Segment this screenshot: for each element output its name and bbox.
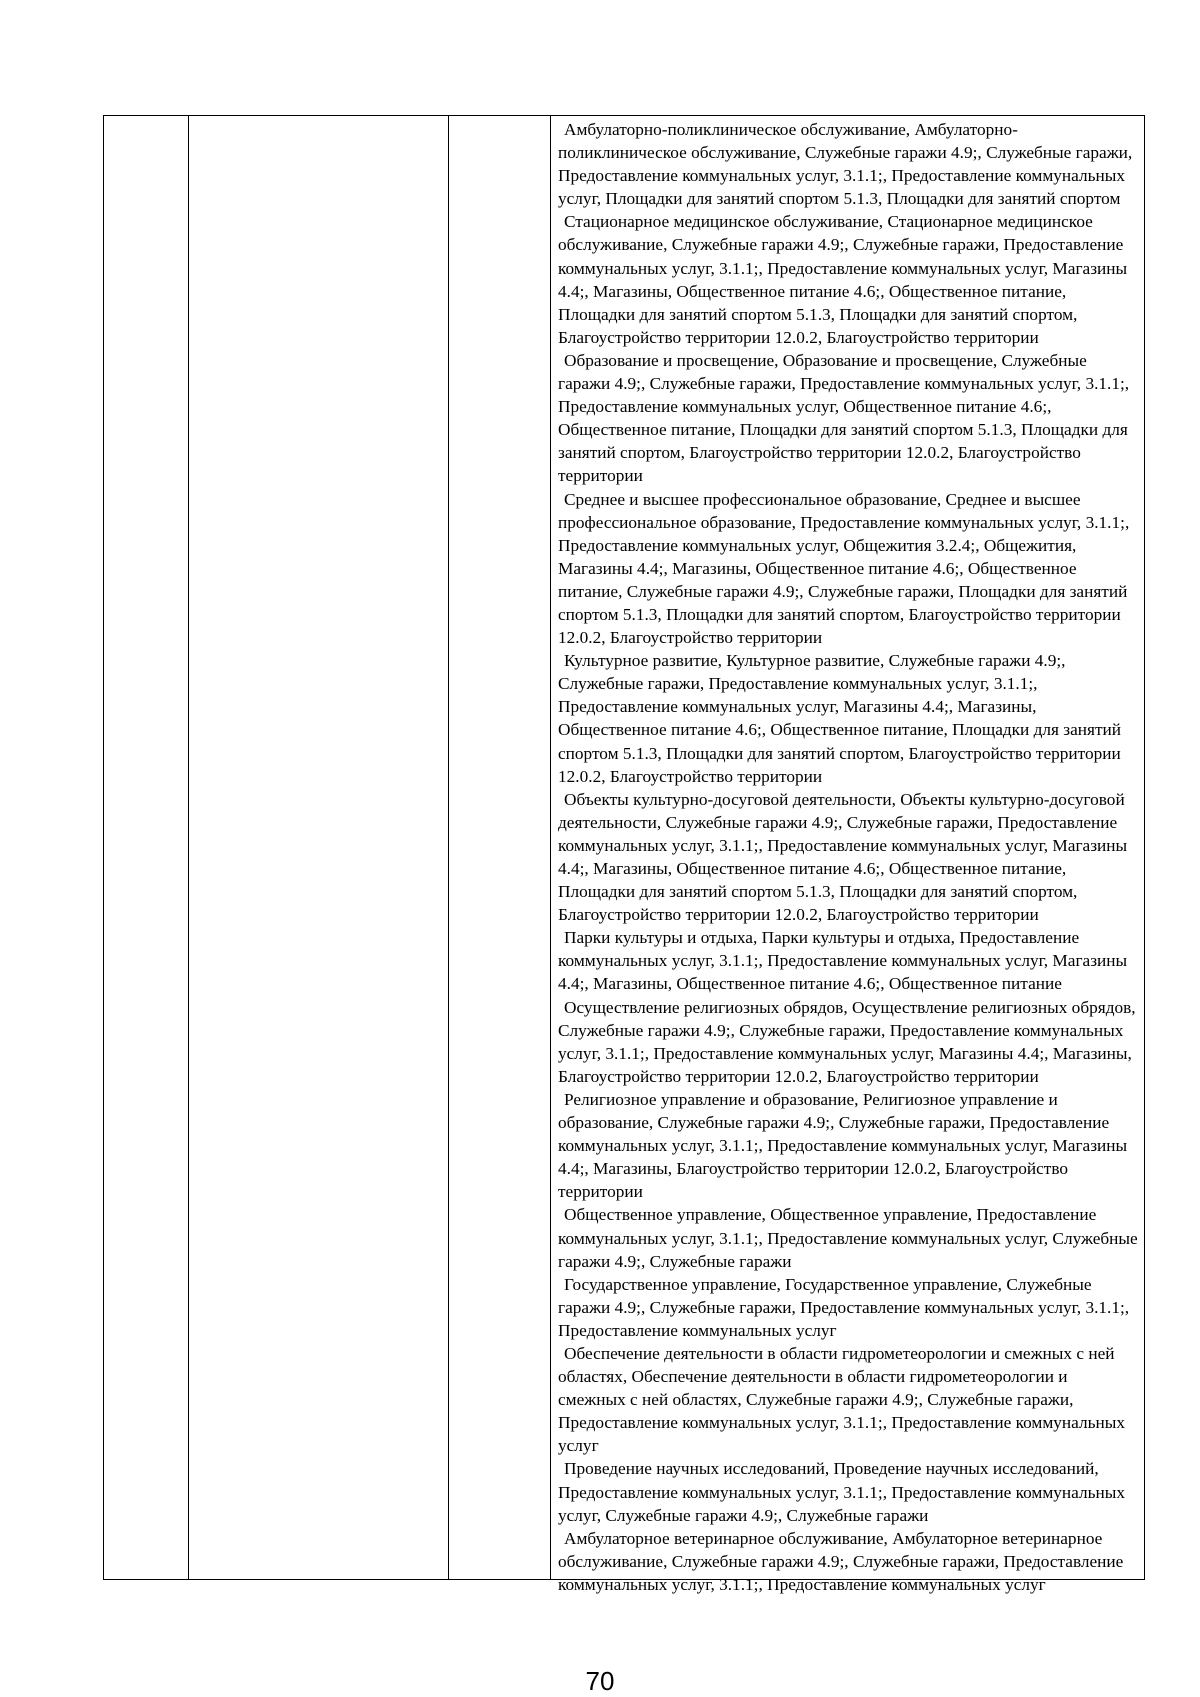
document-table [103,115,1145,1594]
column-divider-2 [448,116,449,1579]
use-entry: Культурное развитие, Культурное развитие, Служебные гаражи 4.9;, Служебные гаражи, Предоставление коммунальных услуг, 3.1.1;, Предоставление коммунальных услуг, Магазины 4.4;, Магазины, Общественное питание 4.6;, Общественное питание, Площадки для занятий спортом 5.1.3, Площадки для занятий спортом, Благоустройство территории 12.0.2, Благоустройство территории [558,651,1122,786]
permitted-uses-cell [558,118,1138,1596]
use-entry: Объекты культурно-досуговой деятельности, Объекты культурно-досуговой деятельности, Служебные гаражи 4.9;, Служебные гаражи, Предоставление коммунальных услуг, 3.1.1;, Предоставление коммунальных услуг, Магазины 4.4;, Магазины, Общественное питание 4.6;, Общественное питание, Площадки для занятий спортом 5.1.3, Площадки для занятий спортом, Благоустройство территории 12.0.2, Благоустройство территории [558,789,1128,925]
use-entry: Религиозное управление и образование, Религиозное управление и образование, Служебные гаражи 4.9;, Служебные гаражи, Предоставление коммунальных услуг, 3.1.1;, Предоставление коммунальных услуг, Магазины 4.4;, Магазины, Благоустройство территории 12.0.2, Благоустройство территории [558,1089,1128,1202]
use-entry: Образование и просвещение, Образование и просвещение, Служебные гаражи 4.9;, Служебные гаражи, Предоставление коммунальных услуг, 3.1.1;, Предоставление коммунальных услуг, Общественное питание 4.6;, Общественное питание, Площадки для занятий спортом 5.1.3, Площадки для занятий спортом, Благоустройство территории 12.0.2, Благоустройство территории [558,350,1130,486]
column-divider-3 [550,116,551,1579]
use-entry: Стационарное медицинское обслуживание, Стационарное медицинское обслуживание, Служебные гаражи 4.9;, Служебные гаражи, Предоставление коммунальных услуг, 3.1.1;, Предоставление коммунальных услуг, Магазины 4.4;, Магазины, Общественное питание 4.6;, Общественное питание, Площадки для занятий спортом 5.1.3, Площадки для занятий спортом, Благоустройство территории 12.0.2, Благоустройство территории [558,212,1128,347]
use-entry: Среднее и высшее профессиональное образование, Среднее и высшее профессиональное образование, Предоставление коммунальных услуг, 3.1.1;, Предоставление коммунальных услуг, Общежития 3.2.4;, Общежития, Магазины 4.4;, Магазины, Общественное питание 4.6;, Общественное питание, Служебные гаражи 4.9;, Служебные гаражи, Площадки для занятий спортом 5.1.3, Площадки для занятий спортом, Благоустройство территории 12.0.2, Благоустройство территории [558,489,1130,648]
use-entry: Осуществление религиозных обрядов, Осуществление религиозных обрядов, Служебные гаражи 4.9;, Служебные гаражи, Предоставление коммунальных услуг, 3.1.1;, Предоставление коммунальных услуг, Магазины 4.4;, Магазины, Благоустройство территории 12.0.2, Благоустройство территории [558,997,1136,1086]
use-entry: Амбулаторно-поликлиническое обслуживание, Амбулаторно-поликлиническое обслуживание, Служебные гаражи 4.9;, Служебные гаражи, Предоставление коммунальных услуг, 3.1.1;, Предоставление коммунальных услуг, Площадки для занятий спортом 5.1.3, Площадки для занятий спортом [558,120,1133,209]
use-entry: Общественное управление, Общественное управление, Предоставление коммунальных услуг, 3.1.1;, Предоставление коммунальных услуг, Служебные гаражи 4.9;, Служебные гаражи [558,1205,1138,1271]
use-entry: Государственное управление, Государственное управление, Служебные гаражи 4.9;, Служебные гаражи, Предоставление коммунальных услуг, 3.1.1;, Предоставление коммунальных услуг [558,1274,1130,1340]
use-entry: Обеспечение деятельности в области гидрометеорологии и смежных с ней областях, Обеспечение деятельности в области гидрометеорологии и смежных с ней областях, Служебные гаражи 4.9;, Служебные гаражи, Предоставление коммунальных услуг, 3.1.1;, Предоставление коммунальных услуг [558,1343,1125,1456]
page-number: 70 [585,1666,615,1696]
use-entry: Амбулаторное ветеринарное обслуживание, Амбулаторное ветеринарное обслуживание, Служебные гаражи 4.9;, Служебные гаражи, Предоставление коммунальных услуг, 3.1.1;, Предоставление коммунальных услуг [558,1528,1124,1594]
use-entry: Проведение научных исследований, Проведение научных исследований, Предоставление коммунальных услуг, 3.1.1;, Предоставление коммунальных услуг, Служебные гаражи 4.9;, Служебные гаражи [558,1459,1125,1525]
column-divider-1 [188,116,189,1579]
use-entry: Парки культуры и отдыха, Парки культуры и отдыха, Предоставление коммунальных услуг, 3.1.1;, Предоставление коммунальных услуг, Магазины 4.4;, Магазины, Общественное питание 4.6;, Общественное питание [558,928,1128,994]
